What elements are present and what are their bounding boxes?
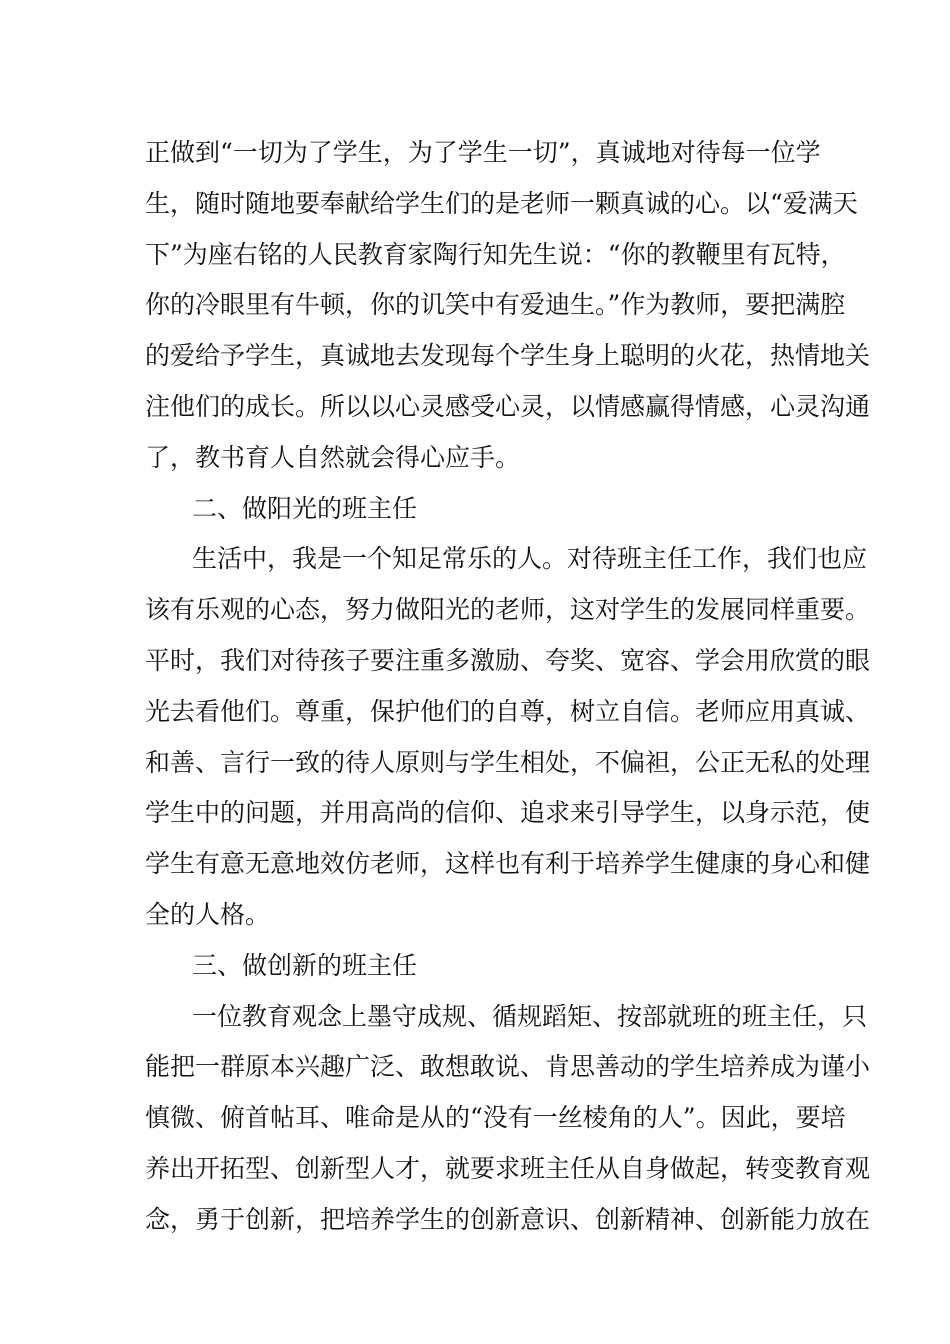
text-line: 和善、言行一致的待人原则与学生相处，不偏袒，公正无私的处理 xyxy=(145,747,871,777)
text-line: 学生有意无意地效仿老师，这样也有利于培养学生健康的身心和健 xyxy=(145,849,871,879)
text-line: 念，勇于创新，把培养学生的创新意识、创新精神、创新能力放在 xyxy=(145,1204,871,1234)
text-line: 学生中的问题，并用高尚的信仰、追求来引导学生，以身示范，使 xyxy=(145,798,871,828)
text-line: 下”为座右铭的人民教育家陶行知先生说：“你的教鞭里有瓦特， xyxy=(145,239,846,269)
text-line: 一位教育观念上墨守成规、循规蹈矩、按部就班的班主任，只 xyxy=(192,1001,868,1031)
text-line: 能把一群原本兴趣广泛、敢想敢说、肯思善动的学生培养成为谨小 xyxy=(145,1052,871,1082)
text-line: 全的人格。 xyxy=(145,899,271,929)
text-line: 该有乐观的心态，努力做阳光的老师，这对学生的发展同样重要。 xyxy=(145,595,871,625)
document-body xyxy=(145,128,871,1246)
text-line: 生活中，我是一个知足常乐的人。对待班主任工作，我们也应 xyxy=(192,544,868,574)
text-line: 慎微、俯首帖耳、唯命是从的“没有一丝棱角的人”。因此，要培 xyxy=(145,1103,846,1133)
text-line: 平时，我们对待孩子要注重多激励、夸奖、宽容、学会用欣赏的眼 xyxy=(145,645,871,675)
section-heading: 三、做创新的班主任 xyxy=(192,950,418,980)
text-line: 养出开拓型、创新型人才，就要求班主任从自身做起，转变教育观 xyxy=(145,1153,871,1183)
text-line: 光去看他们。尊重，保护他们的自尊，树立自信。老师应用真诚、 xyxy=(145,696,871,726)
text-line: 你的冷眼里有牛顿，你的讥笑中有爱迪生。”作为教师，要把满腔 xyxy=(145,290,846,320)
section-heading: 二、做阳光的班主任 xyxy=(192,493,418,523)
text-line: 了，教书育人自然就会得心应手。 xyxy=(145,442,521,472)
text-line: 注他们的成长。所以以心灵感受心灵，以情感赢得情感，心灵沟通 xyxy=(145,391,871,421)
text-line: 正做到“一切为了学生，为了学生一切”，真诚地对待每一位学 xyxy=(145,138,821,167)
text-line: 生，随时随地要奉献给学生们的是老师一颗真诚的心。以“爱满天 xyxy=(145,188,858,218)
text-line: 的爱给予学生，真诚地去发现每个学生身上聪明的火花，热情地关 xyxy=(145,341,871,371)
